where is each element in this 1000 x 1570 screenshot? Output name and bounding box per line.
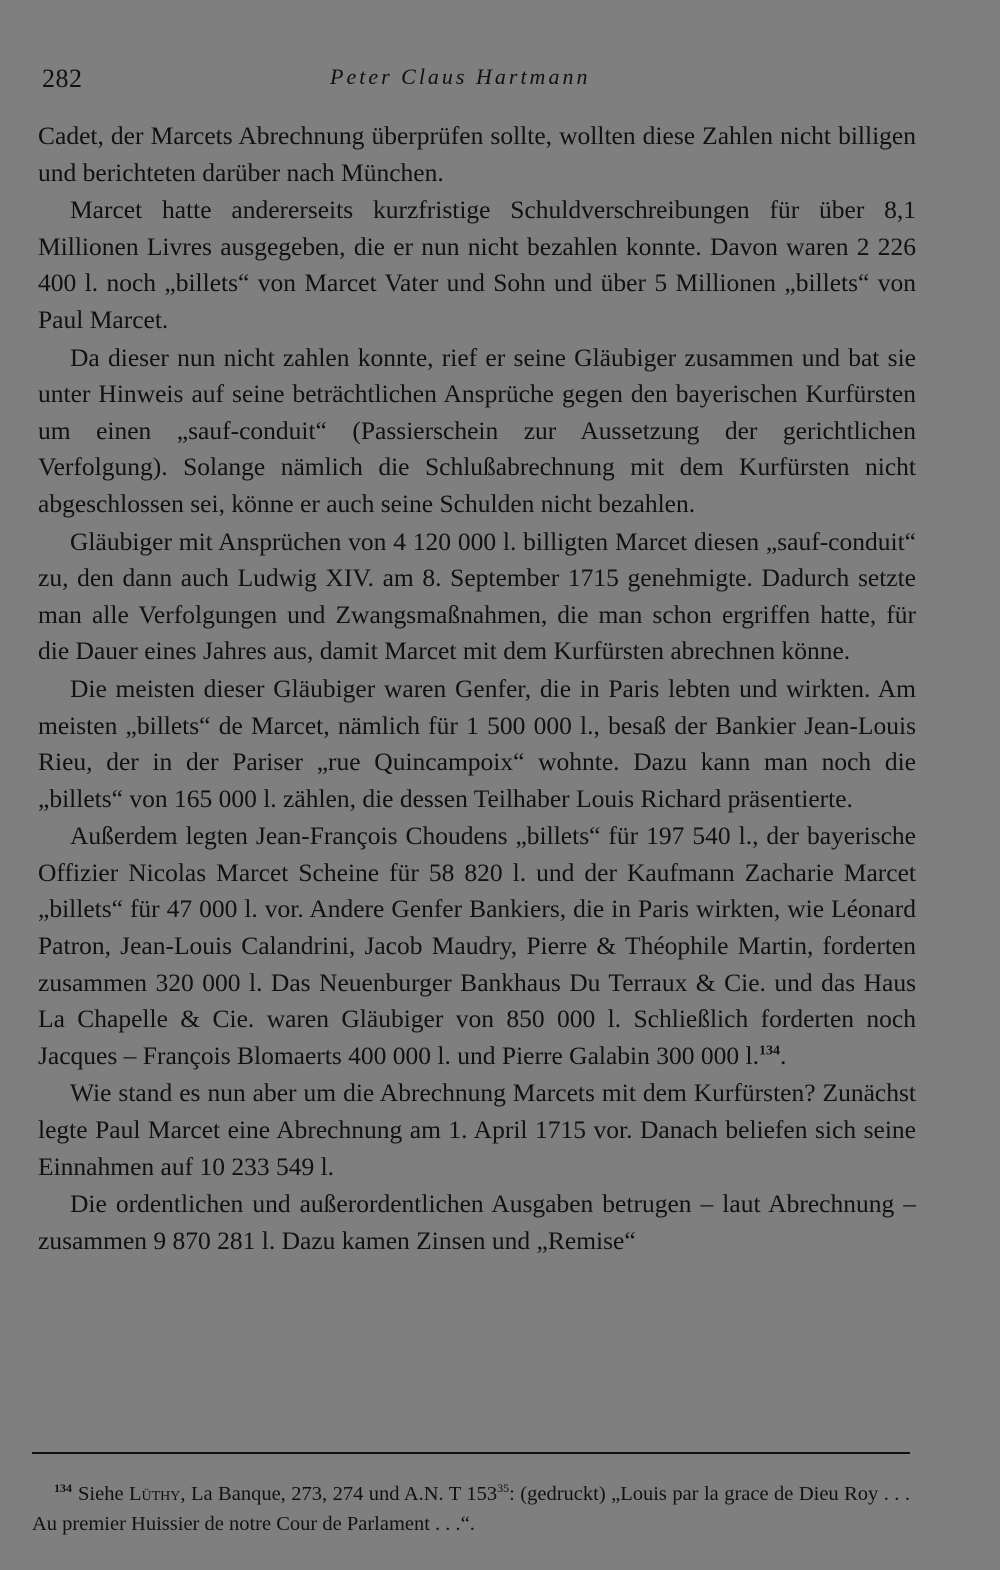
paragraph: Cadet, der Marcets Abrechnung überprüfen sollte, wollten diese Zahlen nicht billigen und berichteten darüber nach München. [38, 121, 916, 187]
footnote-reference: 134 [758, 1043, 780, 1059]
paragraph: Da dieser nun nicht zahlen konnte, rief er seine Gläubiger zusammen und bat sie unter Hinweis auf seine beträchtlichen Ansprüche gegen den bayerischen Kurfürsten um einen „sauf-conduit“ (Passierschein zur Aussetzung der gerichtlichen Verfolgung). Solange nämlich die Schlußabrechnung mit dem Kurfürsten nicht abgeschlossen sei, könne er auch seine Schulden nicht bezahlen. [38, 342, 916, 518]
paragraph: Außerdem legten Jean-François Choudens „billets“ für 197 540 l., der bayerische Offizier Nicolas Marcet Scheine für 58 820 l. und der Kaufmann Zacharie Marcet „billets“ für 47 000 l. vor. Andere Genfer Bankiers, die in Paris wirkten, wie Léonard Patron, Jean-Louis Calandrini, Jacob Maudry, Pierre & Théophile Martin, forderten zusammen 320 000 l. Das Neuenburger Bankhaus Du Terraux & Cie. und das Haus La Chapelle & Cie. waren Gläubiger von 850 000 l. Schließlich forderten noch Jacques – François Blomaerts 400 000 l. und Pierre Galabin 300 000 l.$^{134}$. [38, 821, 916, 1070]
footnote [32, 1473, 910, 1539]
footnote-author: Lüthy [129, 1482, 181, 1505]
body-text [38, 118, 916, 1259]
footnote-superscript: 35 [497, 1481, 510, 1495]
footnote-text-before: Siehe [78, 1482, 129, 1505]
footnote-text-after: : (gedruckt) „Louis par la grace de Dieu Roy . . . Au premier Huissier de notre Cour de Parlament . . .“. [32, 1482, 911, 1535]
running-head: Peter Claus Hartmann [330, 64, 591, 89]
paragraph: Gläubiger mit Ansprüchen von 4 120 000 l. billigten Marcet diesen „sauf-conduit“ zu, den dann auch Ludwig XIV. am 8. September 1715 genehmigte. Dadurch setzte man alle Verfolgungen und Zwangsmaßnahmen, die man schon ergriffen hatte, für die Dauer eines Jahres aus, damit Marcet mit dem Kurfürsten abrechnen könne. [38, 526, 916, 666]
paragraph: Die ordentlichen und außerordentlichen Ausgaben betrugen – laut Abrechnung – zusammen 9 870 281 l. Dazu kamen Zinsen und „Remise“ [38, 1189, 916, 1255]
page-header [40, 62, 915, 102]
footnote-divider [32, 1452, 910, 1454]
paragraph-text: Außerdem legten Jean-François Choudens „billets“ für 197 540 l., der bayerische Offizier Nicolas Marcet Scheine für 58 820 l. und der Kaufmann Zacharie Marcet „billets“ für 47 000 l. vor. Andere Genfer Bankiers, die in Paris wirkten, wie Léonard Patron, Jean-Louis Calandrini, Jacob Maudry, Pierre & Théophile Martin, forderten zusammen 320 000 l. Das Neuenburger Bankhaus Du Terraux & Cie. und das Haus La Chapelle & Cie. waren Gläubiger von 850 000 l. Schließlich forderten noch Jacques – François Blomaerts 400 000 l. und Pierre Galabin 300 000 l. [38, 821, 916, 1070]
page-number: 282 [42, 64, 83, 93]
paragraph: Die meisten dieser Gläubiger waren Genfer, die in Paris lebten und wirkten. Am meisten „billets“ de Marcet, nämlich für 1 500 000 l., besaß der Bankier Jean-Louis Rieu, der in der Pariser „rue Quincampoix“ wohnte. Dazu kann man noch die „billets“ von 165 000 l. zählen, die dessen Teilhaber Louis Richard präsentierte. [38, 673, 916, 813]
paragraph: Wie stand es nun aber um die Abrechnung Marcets mit dem Kurfürsten? Zunächst legte Paul Marcet eine Abrechnung am 1. April 1715 vor. Danach beliefen sich seine Einnahmen auf 10 233 549 l. [38, 1078, 916, 1181]
footnote-text-mid: , La Banque, 273, 274 und A.N. T 153 [180, 1482, 498, 1505]
paragraph: Marcet hatte andererseits kurzfristige Schuldverschreibungen für über 8,1 Millionen Livres ausgegeben, die er nun nicht bezahlen konnte. Davon waren 2 226 400 l. noch „billets“ von Marcet Vater und Sohn und über 5 Millionen „billets“ von Paul Marcet. [38, 195, 916, 334]
footnote-number: 134 [54, 1481, 72, 1495]
